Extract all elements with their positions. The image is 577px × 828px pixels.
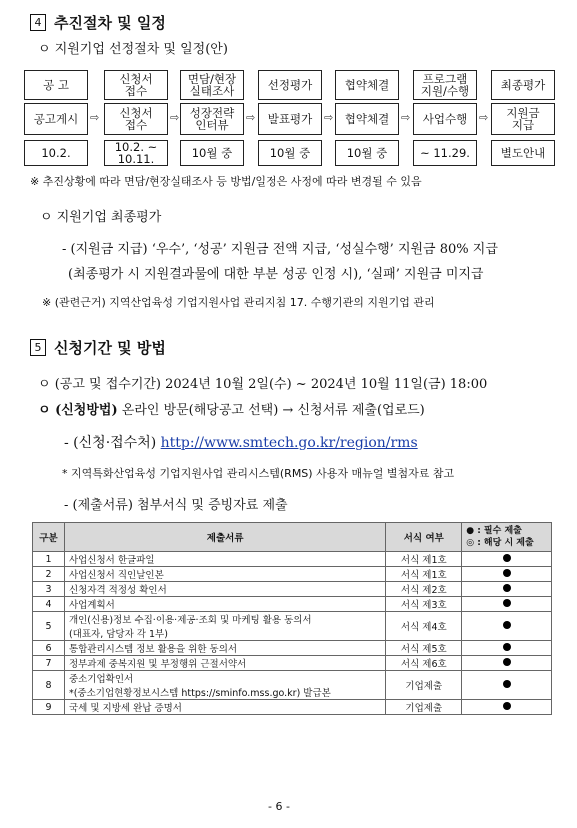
section-4-heading — [30, 12, 166, 33]
row-document — [64, 641, 385, 656]
table-row — [33, 567, 552, 582]
row-document — [64, 582, 385, 597]
row-form: 서식 제1호 — [386, 567, 462, 582]
s5-dash-1-label: - (신청·접수처) — [64, 435, 161, 451]
row-document-text: 사업신청서 직인날인본 — [68, 570, 164, 581]
s4-dash-1a: - (지원금 지급) ‘우수’, ‘성공’ 지원금 전액 지급, ‘성실수행’ 지원금 80% 지급 — [62, 242, 498, 257]
table-row — [33, 641, 552, 656]
row-document-text: 국세 및 지방세 완납 증명서 — [68, 703, 182, 714]
required-dot-icon — [503, 702, 511, 710]
row-form: 서식 제1호 — [386, 552, 462, 567]
row-document-text: 신청자격 적정성 확인서 — [68, 585, 167, 596]
legend-required: ● : 필수 제출 — [466, 526, 522, 536]
header-no: 구분 — [33, 523, 65, 552]
flow-step-header: 협약체결 — [335, 70, 399, 100]
row-number: 5 — [33, 612, 65, 641]
required-dot-icon — [503, 584, 511, 592]
flow-step-date: 10월 중 — [335, 140, 399, 166]
flow-step-date: ~ 11.29. — [413, 140, 477, 166]
flow-step-desc: 성장전략 인터뷰 — [180, 103, 244, 135]
row-mark — [462, 700, 552, 715]
s4-reference: ※ (관련근거) 지역산업육성 기업지원사업 관리지침 17. 수행기관의 지원기업 관리 — [42, 296, 435, 309]
row-document — [64, 567, 385, 582]
row-document — [64, 552, 385, 567]
flow-step-header: 공 고 — [24, 70, 88, 100]
row-mark — [462, 552, 552, 567]
rms-link[interactable]: http://www.smtech.go.kr/region/rms — [160, 435, 418, 451]
flow-arrow-icon: ⇨ — [90, 111, 100, 124]
row-form: 기업제출 — [386, 700, 462, 715]
required-dot-icon — [503, 569, 511, 577]
row-mark — [462, 641, 552, 656]
table-row — [33, 612, 552, 641]
flow-step-desc: 신청서 접수 — [104, 103, 168, 135]
header-form: 서식 여부 — [386, 523, 462, 552]
row-number: 3 — [33, 582, 65, 597]
table-row — [33, 656, 552, 671]
flow-step-desc: 사업수행 — [413, 103, 477, 135]
row-form: 서식 제4호 — [386, 612, 462, 641]
required-dot-icon — [503, 599, 511, 607]
row-document-text: 사업신청서 한글파일 — [68, 555, 155, 566]
s5-bullet-2-label: ㅇ (신청방법) — [38, 403, 118, 418]
required-dot-icon — [503, 658, 511, 666]
row-form: 서식 제5호 — [386, 641, 462, 656]
flow-step-header: 선정평가 — [258, 70, 322, 100]
flow-arrow-icon: ⇨ — [324, 111, 334, 124]
flow-step-date: 10.2. — [24, 140, 88, 166]
flow-arrow-icon: ⇨ — [401, 111, 411, 124]
s5-bullet-2 — [38, 399, 425, 418]
flow-step-desc: 공고게시 — [24, 103, 88, 135]
flow-step-desc: 발표평가 — [258, 103, 322, 135]
table-row — [33, 582, 552, 597]
required-dot-icon — [503, 554, 511, 562]
required-dot-icon — [503, 621, 511, 629]
row-document-subtext: *(중소기업현황정보시스템 https://sminfo.mss.go.kr) 발급본 — [68, 688, 331, 699]
row-document-subtext: (대표자, 담당자 각 1부) — [68, 629, 168, 640]
row-number: 1 — [33, 552, 65, 567]
row-form: 서식 제2호 — [386, 582, 462, 597]
row-document-text: 개인(신용)정보 수집·이용·제공·조회 및 마케팅 활용 동의서 — [68, 615, 312, 626]
flow-step-header: 프로그램 지원/수행 — [413, 70, 477, 100]
flow-step-desc: 협약체결 — [335, 103, 399, 135]
row-form: 기업제출 — [386, 671, 462, 700]
flow-step-date: 10월 중 — [258, 140, 322, 166]
table-header-row — [33, 523, 552, 552]
required-dot-icon — [503, 680, 511, 688]
row-mark — [462, 597, 552, 612]
section-5-heading — [30, 337, 166, 358]
flow-step-desc: 지원금 지급 — [491, 103, 555, 135]
row-mark — [462, 612, 552, 641]
row-mark — [462, 671, 552, 700]
section-4-number: 4 — [30, 14, 46, 31]
section-5-number: 5 — [30, 339, 46, 356]
row-number: 2 — [33, 567, 65, 582]
row-document-text: 통합관리시스템 정보 활용을 위한 동의서 — [68, 644, 238, 655]
row-document — [64, 671, 385, 700]
flow-step-date: 10.2. ~ 10.11. — [104, 140, 168, 166]
s5-dash-2: - (제출서류) 첨부서식 및 증빙자료 제출 — [64, 498, 288, 513]
row-document — [64, 700, 385, 715]
documents-table — [32, 522, 552, 715]
flow-step-header: 신청서 접수 — [104, 70, 168, 100]
row-number: 6 — [33, 641, 65, 656]
row-number: 9 — [33, 700, 65, 715]
flow-arrow-icon: ⇨ — [246, 111, 256, 124]
flow-arrow-icon: ⇨ — [479, 111, 489, 124]
flow-step-date: 별도안내 — [491, 140, 555, 166]
row-mark — [462, 567, 552, 582]
page-number: - 6 - — [268, 800, 290, 813]
row-form: 서식 제6호 — [386, 656, 462, 671]
s4-bullet-2: ㅇ 지원기업 최종평가 — [40, 210, 162, 225]
row-form: 서식 제3호 — [386, 597, 462, 612]
section-4-title: 추진절차 및 일정 — [54, 14, 166, 32]
row-document-text: 사업계획서 — [68, 600, 115, 611]
s4-bullet-1: ㅇ 지원기업 선정절차 및 일정(안) — [38, 42, 228, 57]
row-document-text: 정부과제 중복지원 및 부정행위 근절서약서 — [68, 659, 247, 670]
flow-step-date: 10월 중 — [180, 140, 244, 166]
row-mark — [462, 582, 552, 597]
row-number: 4 — [33, 597, 65, 612]
header-document: 제출서류 — [64, 523, 385, 552]
s4-dash-1b: (최종평가 시 지원결과물에 대한 부분 성공 인정 시), ‘실패’ 지원금 미지급 — [68, 267, 484, 282]
s5-dash-1 — [64, 432, 418, 452]
section-5-title: 신청기간 및 방법 — [54, 339, 166, 357]
flow-arrow-icon: ⇨ — [170, 111, 180, 124]
row-document — [64, 656, 385, 671]
row-number: 7 — [33, 656, 65, 671]
flow-step-header: 면담/현장 실태조사 — [180, 70, 244, 100]
table-row — [33, 700, 552, 715]
s5-bullet-2-text: 온라인 방문(해당공고 선택) → 신청서류 제출(업로드) — [117, 403, 425, 418]
s4-note: ※ 추진상황에 따라 면담/현장실태조사 등 방법/일정은 사정에 따라 변경될 수 있음 — [30, 175, 422, 188]
row-document-text: 중소기업확인서 — [68, 674, 134, 685]
table-row — [33, 671, 552, 700]
row-document — [64, 597, 385, 612]
row-mark — [462, 656, 552, 671]
legend-conditional: ◎ : 해당 시 제출 — [466, 538, 534, 548]
table-row — [33, 552, 552, 567]
flow-step-header: 최종평가 — [491, 70, 555, 100]
s5-star-note: * 지역특화산업육성 기업지원사업 관리시스템(RMS) 사용자 매뉴얼 별첨자료 참고 — [62, 467, 455, 480]
header-legend — [462, 523, 552, 552]
row-number: 8 — [33, 671, 65, 700]
s5-bullet-1: ㅇ (공고 및 접수기간) 2024년 10월 2일(수) ~ 2024년 10월 11일(금) 18:00 — [38, 377, 488, 392]
required-dot-icon — [503, 643, 511, 651]
table-row — [33, 597, 552, 612]
row-document — [64, 612, 385, 641]
